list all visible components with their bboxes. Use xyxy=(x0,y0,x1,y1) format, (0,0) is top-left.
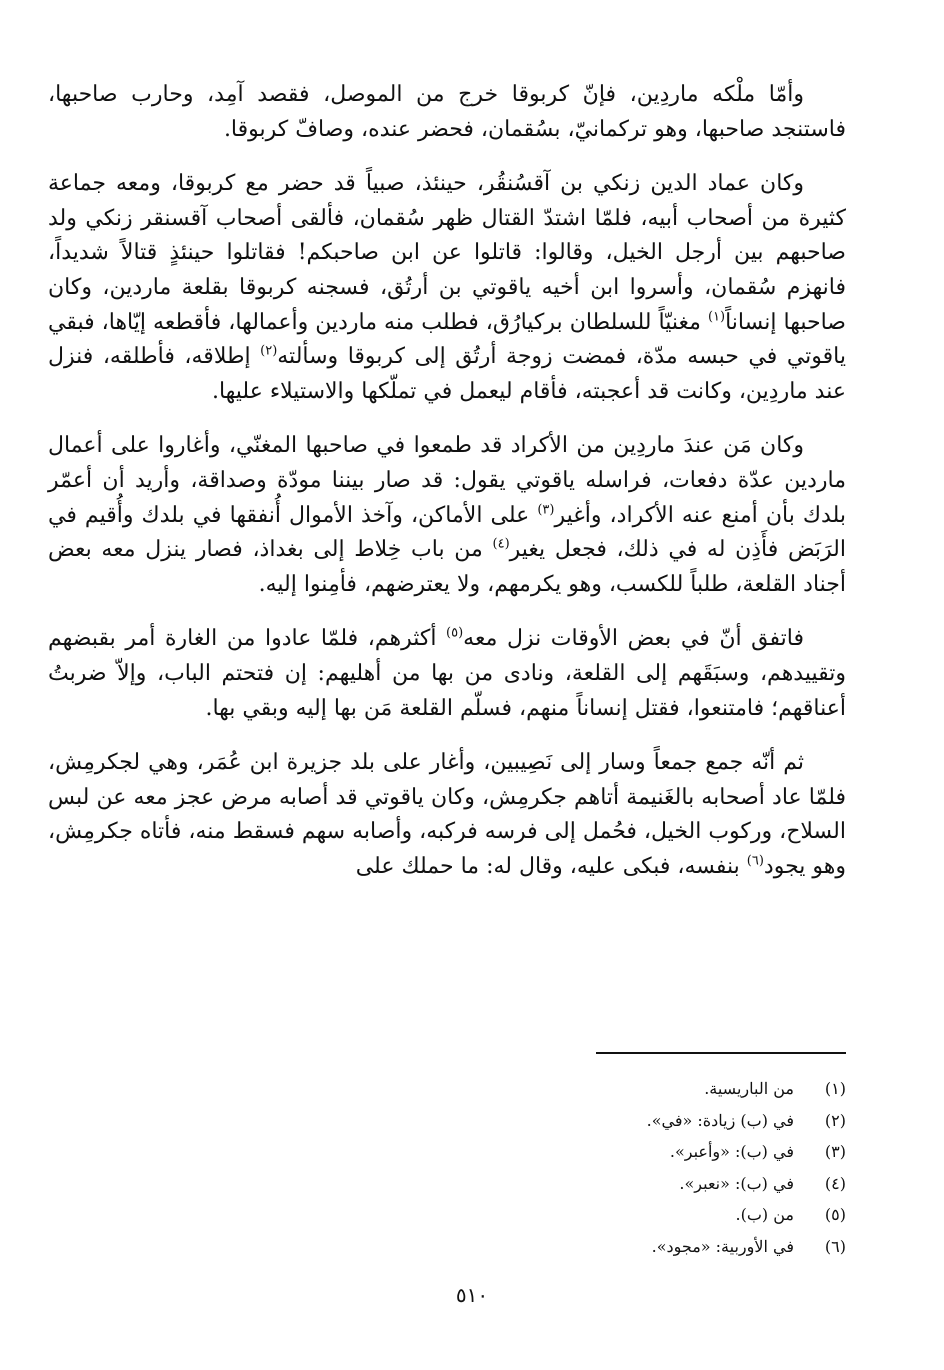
footnote-reference: (١) xyxy=(707,309,726,325)
paragraph-text: وأمّا ملْكه ماردِين، فإنّ كربوقا خرج من الموصل، فقصد آمِد، وحارب صاحبها، فاستنجد صاحبها، وهو تركمانيّ، بسُقمان، فحضر عنده، وصافّ كربوقا. xyxy=(48,82,846,142)
footnote-item xyxy=(346,1136,846,1168)
footnote-number: (٦) xyxy=(824,1236,846,1256)
footnote-number: (٤) xyxy=(824,1173,846,1193)
paragraph xyxy=(48,746,846,884)
paragraph-text: ثم أنّه جمع جمعاً وسار إلى نَصِيبين، وأغار على بلد جزيرة ابن عُمَر، وهي لجكرمِش، فلمّا عاد أصحابه بالغَنيمة أتاهم جكرمِش، وكان ياقوتي قد أصابه مرض عجز معه عن لبس السلاح، وركوب الخيل، فحُمل إلى فرسه فركبه، وأصابه سهم فسقط منه، فأتاه جكرمِش، وهو يجود xyxy=(48,750,846,879)
footnote-reference: (٦) xyxy=(746,853,764,869)
paragraph-text: على الأماكن، وآخذ الأموال أُنفقها في بلدك وأُقيم في الرَبَض فأَذِن له في ذلك، فجعل يغير xyxy=(48,502,846,563)
paragraph-text: وكان مَن عندَ ماردِين من الأكراد قد طمعوا في صاحبها المغنّي، وأغاروا على أعمال ماردين عدّة دفعات، فراسله ياقوتي يقول: قد صار بيننا مودّة وصداقة، وأريد أن أعمّر بلدك بأن أمنع عنه الأكراد، وأغير xyxy=(48,433,847,528)
paragraph-text: من باب خِلاط إلى بغداذ، فصار ينزل معه بعض أجناد القلعة، طلباً للكسب، وهو يكرمهم، ولا يعترضهم، فأمِنوا إليه. xyxy=(48,537,846,597)
footnote-text: في (ب): «وأعبر». xyxy=(669,1142,794,1161)
footnote-divider xyxy=(596,1052,846,1054)
paragraph xyxy=(48,622,846,726)
paragraph xyxy=(48,167,846,409)
footnote-number: (٢) xyxy=(824,1110,846,1130)
paragraph-text: إطلاقه، فأطلقه، فنزل عند ماردِين، وكانت قد أعجبته، فأقام ليعمل في تملّكها والاستيلاء عليها. xyxy=(48,344,846,404)
footnote-reference: (٣) xyxy=(537,502,555,518)
footnote-number: (٥) xyxy=(824,1205,846,1224)
footnote-reference: (٥) xyxy=(446,625,464,641)
footnote-item xyxy=(346,1199,846,1231)
footnote-reference: (٤) xyxy=(492,536,510,552)
footnote-text: في (ب) زيادة: «في». xyxy=(646,1110,794,1130)
paragraph-text: أكثرهم، فلمّا عادوا من الغارة أمر بقبضهم وتقييدهم، وسبَقَهم إلى القلعة، ونادى من بها من أهليهم: إن فتحتم الباب، وإلاّ ضربتُ أعناقهم؛ فامتنعوا، فقتل إنساناً منهم، فسلّم القلعة مَن بها إليه وبقي بها. xyxy=(48,626,846,721)
paragraph-text: وكان عماد الدين زنكي بن آقسُنقُر، حينئذ، صبياً قد حضر مع كربوقا، ومعه جماعة كثيرة من أصحاب أبيه، فلمّا اشتدّ القتال ظهر سُقمان، فألقى أصحاب آقسنقر زنكي ولد صاحبهم بين أرجل الخيل، وقالوا: قاتلوا عن ابن صاحبكم! فقاتلوا حينئذٍ قتالاً شديداً، فانهزم سُقمان، وأسروا ابن أخيه ياقوتي بن أرتُق، فسجنه كربوقا بقلعة ماردين، وكان صاحبها إنساناً xyxy=(48,171,846,335)
paragraph xyxy=(48,429,846,602)
footnote-text: في (ب): «نعبر». xyxy=(679,1173,794,1193)
footnote-reference: (٢) xyxy=(260,343,278,359)
footnote-text: من الباريسية. xyxy=(704,1079,794,1098)
paragraph xyxy=(48,78,846,147)
footnote-text: من (ب). xyxy=(735,1205,794,1224)
footnote-item xyxy=(346,1231,846,1263)
footnotes-list xyxy=(346,1073,846,1262)
footnote-item xyxy=(346,1073,846,1105)
footnote-number: (١) xyxy=(824,1079,846,1098)
paragraph-text: مغنيّاً للسلطان بركيارُق، فطلب منه ماردين وأعمالها، فأقطعه إيّاها، فبقي ياقوتي في حبسه مدّة، فمضت زوجة أرتُق إلى كربوقا وسألته xyxy=(48,309,846,370)
main-text xyxy=(48,78,846,904)
footnote-item xyxy=(346,1105,846,1137)
footnote-text: في الأوربية: «مجود». xyxy=(651,1236,794,1256)
paragraph-text: فاتفق أنّ في بعض الأوقات نزل معه xyxy=(463,626,804,652)
paragraph-text: بنفسه، فبكى عليه، وقال له: ما حملك على xyxy=(355,853,747,879)
page-number: ٥١٠ xyxy=(455,1283,489,1307)
footnote-number: (٣) xyxy=(824,1142,846,1161)
footnote-item xyxy=(346,1168,846,1200)
